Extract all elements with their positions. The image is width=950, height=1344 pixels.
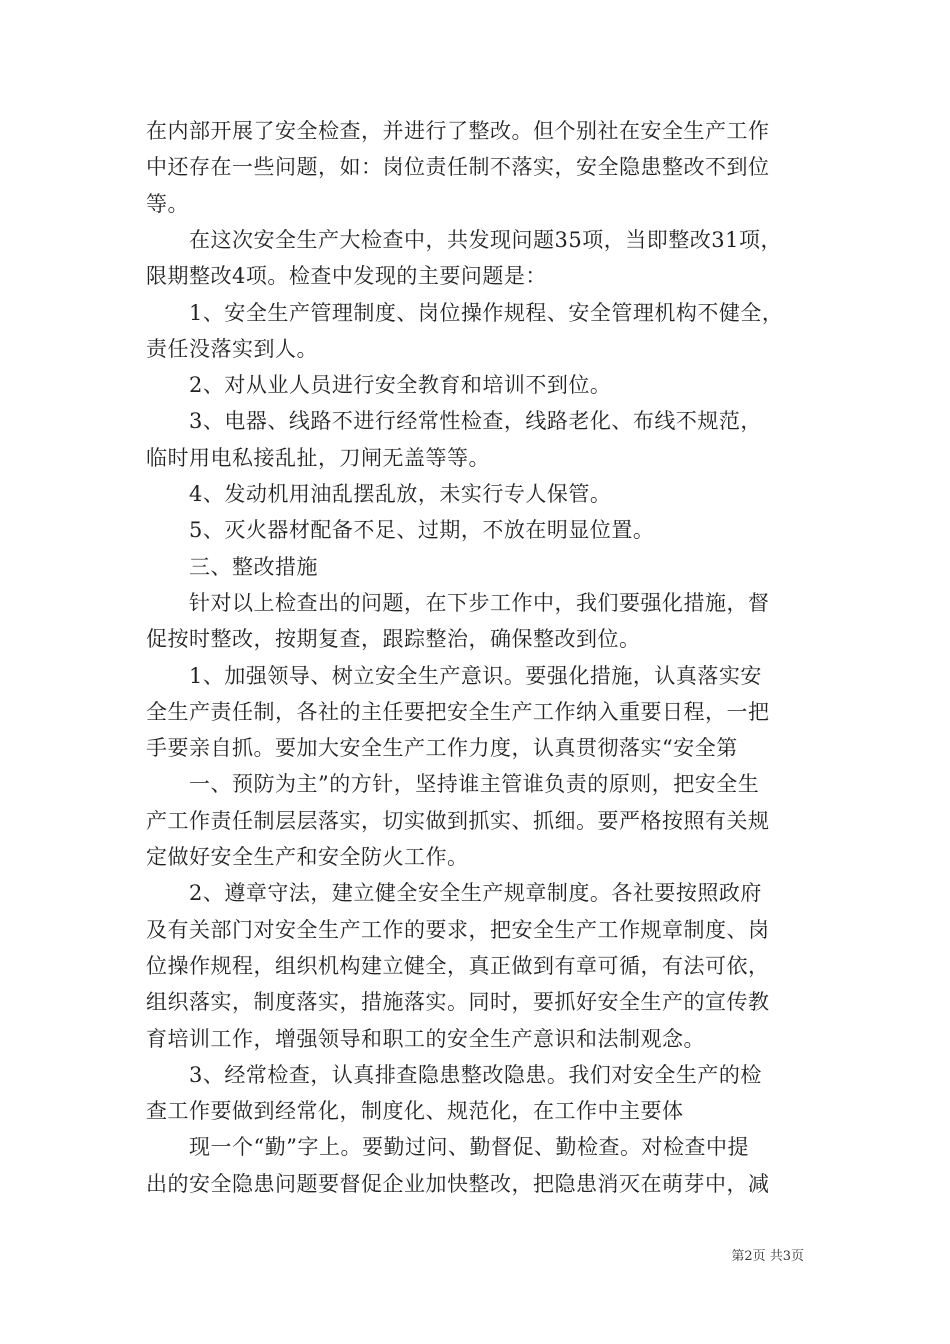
text-line: 产工作责任制层层落实，切实做到抓实、抓细。要严格按照有关规 bbox=[146, 808, 770, 833]
text-line: 2、对从业人员进行安全教育和培训不到位。 bbox=[146, 373, 612, 398]
text-line: 查工作要做到经常化，制度化、规范化，在工作中主要体 bbox=[146, 1099, 684, 1124]
text-line: 全生产责任制，各社的主任要把安全生产工作纳入重要日程，一把 bbox=[146, 699, 770, 724]
text-line: 针对以上检查出的问题，在下步工作中，我们要强化措施，督 bbox=[146, 590, 770, 615]
text-line: 等。 bbox=[146, 191, 189, 216]
text-line: 4、发动机用油乱摆乱放，未实行专人保管。 bbox=[146, 482, 612, 506]
text-line: 1、安全生产管理制度、岗位操作规程、安全管理机构不健全， bbox=[146, 300, 784, 325]
text-line: 一、预防为主”的方针，坚持谁主管谁负责的原则，把安全生 bbox=[146, 772, 760, 797]
text-line: 位操作规程，组织机构建立健全，真正做到有章可循，有法可依， bbox=[146, 953, 770, 978]
text-line: 在内部开展了安全检查，并进行了整改。但个别社在安全生产工作 bbox=[146, 119, 770, 143]
text-line: 限期整改4项。检查中发现的主要问题是： bbox=[146, 264, 547, 289]
text-line: 现一个“勤”字上。要勤过问、勤督促、勤检查。对检查中提 bbox=[146, 1135, 749, 1160]
text-line: 5、灭火器材配备不足、过期，不放在明显位置。 bbox=[146, 518, 655, 543]
text-line: 组织落实，制度落实，措施落实。同时，要抓好安全生产的宣传教 bbox=[146, 990, 770, 1015]
text-line: 及有关部门对安全生产工作的要求，把安全生产工作规章制度、岗 bbox=[146, 917, 770, 942]
text-line: 促按时整改，按期复查，跟踪整治，确保整改到位。 bbox=[146, 627, 641, 652]
text-line: 2、遵章守法，建立健全安全生产规章制度。各社要按照政府 bbox=[146, 881, 762, 906]
text-line: 定做好安全生产和安全防火工作。 bbox=[146, 845, 469, 869]
text-line: 临时用电私接乱扯，刀闸无盖等等。 bbox=[146, 445, 490, 470]
text-line: 3、经常检查，认真排查隐患整改隐患。我们对安全生产的检 bbox=[146, 1062, 762, 1087]
text-line: 出的安全隐患问题要督促企业加快整改，把隐患消灭在萌芽中，减 bbox=[146, 1171, 770, 1196]
text-line: 3、电器、线路不进行经常性检查，线路老化、布线不规范， bbox=[146, 409, 762, 434]
page-number: 第2页 共3页 bbox=[731, 1249, 804, 1264]
text-line: 中还存在一些问题，如：岗位责任制不落实，安全隐患整改不到位 bbox=[146, 155, 770, 180]
text-line: 在这次安全生产大检查中，共发现问题35项，当即整改31项， bbox=[146, 227, 782, 252]
text-line: 责任没落实到人。 bbox=[146, 336, 318, 361]
text-line: 三、整改措施 bbox=[146, 554, 318, 579]
text-line: 1、加强领导、树立安全生产意识。要强化措施，认真落实安 bbox=[146, 663, 762, 688]
text-line: 手要亲自抓。要加大安全生产工作力度，认真贯彻落实“安全第 bbox=[146, 736, 738, 761]
text-line: 育培训工作，增强领导和职工的安全生产意识和法制观念。 bbox=[146, 1026, 705, 1051]
